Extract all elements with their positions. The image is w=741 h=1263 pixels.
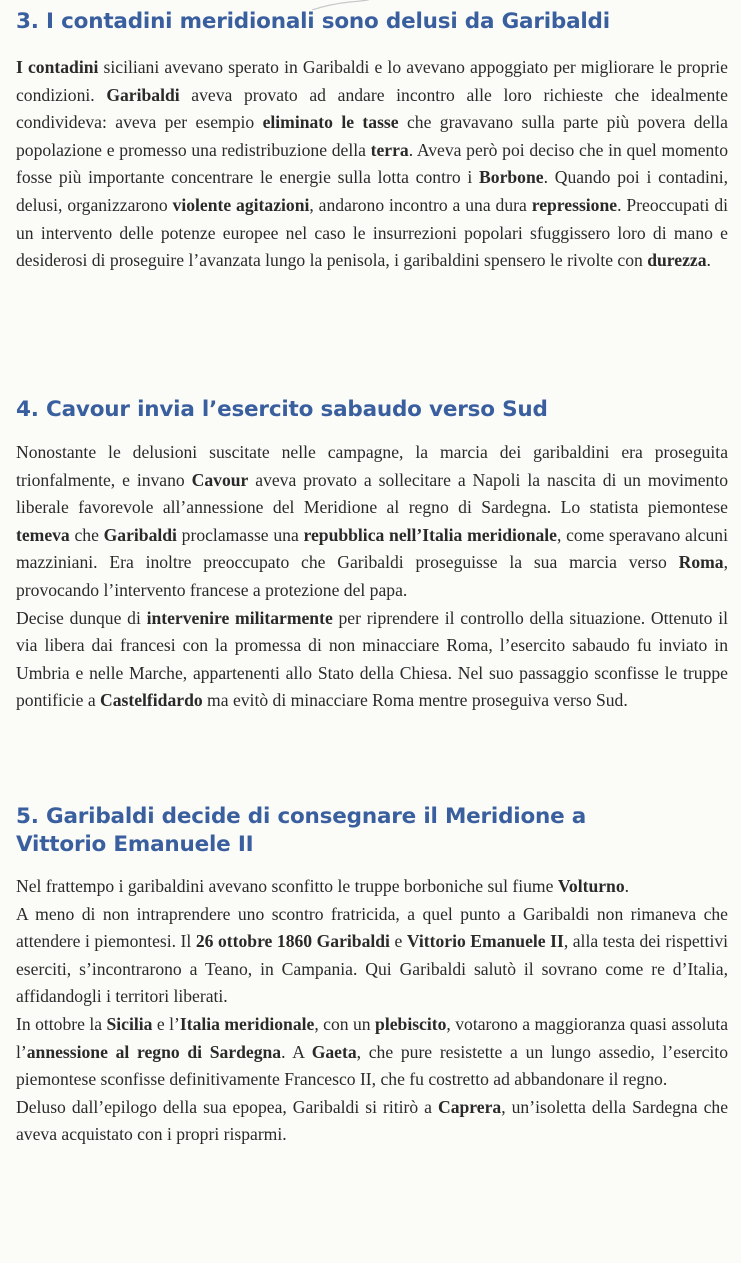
text-run: . Aveva però poi deciso che in quel momento fosse più importante concentrare le energie sulla lotta contro i (16, 139, 728, 188)
section-4 (16, 396, 728, 715)
bold-term: Borbone (479, 167, 544, 188)
paragraph (16, 439, 728, 605)
text-run: In ottobre la (16, 1013, 107, 1034)
bold-term: Volturno (557, 876, 625, 896)
section-heading-text: 5. Garibaldi decide di consegnare il Meridione a Vittorio Emanuele II (16, 804, 587, 857)
paragraph (16, 1011, 728, 1094)
text-run: . (706, 250, 711, 271)
section-heading: 4. Cavour invia l’esercito sabaudo verso Sud (16, 397, 548, 422)
text-run: per riprendere il controllo della situazione. Ottenuto il via libera dai francesi con la promessa di non minacciare Roma, l’esercito sabaudo fu inviato in Umbria e nelle Marche, appartenenti allo Stato della Chiesa. Nel suo passaggio sconfisse le truppe pontificie a (16, 607, 728, 711)
section-body (16, 439, 728, 715)
text-run: Nonostante le delusioni suscitate nelle campagne, la marcia dei garibaldini era proseguita trionfalmente, e invano (16, 442, 728, 490)
text-run: che (69, 524, 104, 545)
text-run: Decise dunque di (16, 607, 147, 628)
bold-term: violente agitazioni (172, 194, 310, 215)
text-run: aveva provato ad andare incontro alle loro richieste che idealmente condivideva: aveva per esempio (16, 84, 728, 133)
text-run: , che pure resistette a un lungo assedio, l’esercito piemontese sconfisse definitivamente Francesco II, che fu costretto ad abbandonare il regno. (16, 1041, 728, 1090)
text-run: e (389, 931, 407, 952)
text-run: proclamasse una (176, 524, 304, 545)
bold-term: temeva (16, 524, 70, 545)
bold-term: intervenire militarmente (146, 607, 333, 628)
text-run: , provocando l’intervento francese a protezione del papa. (16, 552, 728, 600)
text-run: , andarono incontro a una dura (309, 194, 532, 215)
text-run: Deluso dall’epilogo della sua epopea, Garibaldi si ritirò a (16, 1096, 439, 1117)
section-body (16, 873, 728, 1149)
text-run: e l’ (152, 1013, 180, 1034)
section-body (16, 54, 728, 275)
bold-term: plebiscito (375, 1013, 447, 1034)
text-run: siciliani avevano sperato in Garibaldi e lo avevano appoggiato per migliorare le proprie condizioni. (16, 57, 728, 105)
text-run: aveva provato a sollecitare a Napoli la nascita di un movimento liberale favorevole all’annessione del Meridione al regno di Sardegna. Lo statista piemontese (16, 469, 729, 518)
bold-term: Gaeta (311, 1041, 357, 1062)
section-3 (16, 8, 728, 275)
text-run: , come speravano alcuni mazziniani. Era inoltre preoccupato che Garibaldi proseguisse la sua marcia verso (16, 524, 728, 573)
paragraph (16, 873, 728, 901)
bold-term: Roma (678, 552, 724, 573)
bold-term: 26 ottobre 1860 Garibaldi (195, 931, 390, 952)
text-run: , votarono a maggioranza quasi assoluta l’ (16, 1013, 729, 1062)
paragraph (16, 1094, 728, 1149)
section-5 (16, 803, 728, 1149)
bold-term: repressione (531, 194, 618, 215)
section-heading: 3. I contadini meridionali sono delusi da Garibaldi (16, 9, 610, 34)
section-heading (16, 803, 728, 859)
text-run: , con un (314, 1013, 376, 1034)
bold-term: terra (370, 139, 409, 160)
bold-term: Vittorio Emanuele II (406, 931, 564, 952)
text-run: A meno di non intraprendere uno scontro fratricida, a quel punto a Garibaldi non rimaneva che attendere i piemontesi. Il (16, 903, 728, 952)
text-run: . (624, 876, 630, 896)
text-run: , alla testa dei rispettivi eserciti, s’incontrarono a Teano, in Campania. Qui Garibaldi salutò il sovrano come re d’Italia, affidandogli i territori liberati. (16, 931, 729, 1007)
text-run: . Quando poi i contadini, delusi, organizzarono (16, 167, 728, 215)
paragraph (16, 901, 728, 1011)
bold-term: annessione al regno di Sardegna (26, 1041, 282, 1062)
paragraph (16, 54, 728, 275)
bold-term: Caprera (438, 1096, 502, 1117)
bold-term: I contadini (16, 57, 99, 77)
bold-term: eliminato le tasse (262, 112, 399, 133)
bold-term: repubblica nell’Italia meridionale (303, 524, 557, 545)
bold-term: Cavour (191, 469, 249, 490)
text-run: Nel frattempo i garibaldini avevano sconfitto le truppe borboniche sul fiume (16, 876, 558, 896)
text-run: ma evitò di minacciare Roma mentre proseguiva verso Sud. (202, 690, 628, 711)
bold-term: Garibaldi (106, 84, 180, 105)
paragraph (16, 605, 728, 715)
text-run: . Preoccupati di un intervento delle potenze europee nel caso le insurrezioni popolari sfuggissero loro di mano e desiderosi di proseguire l’avanzata lungo la penisola, i garibaldini spensero le rivolte con (16, 194, 728, 271)
bold-term: Castelfidardo (100, 690, 203, 711)
bold-term: Sicilia (106, 1013, 153, 1034)
text-run: , un’isoletta della Sardegna che aveva acquistato con i propri risparmi. (16, 1096, 729, 1145)
bold-term: Italia meridionale (179, 1013, 315, 1034)
text-run: che gravavano sulla parte più povera della popolazione e promesso una redistribuzione della (16, 112, 728, 160)
bold-term: Garibaldi (103, 524, 177, 545)
text-run: . A (281, 1041, 312, 1062)
bold-term: durezza (647, 250, 707, 271)
